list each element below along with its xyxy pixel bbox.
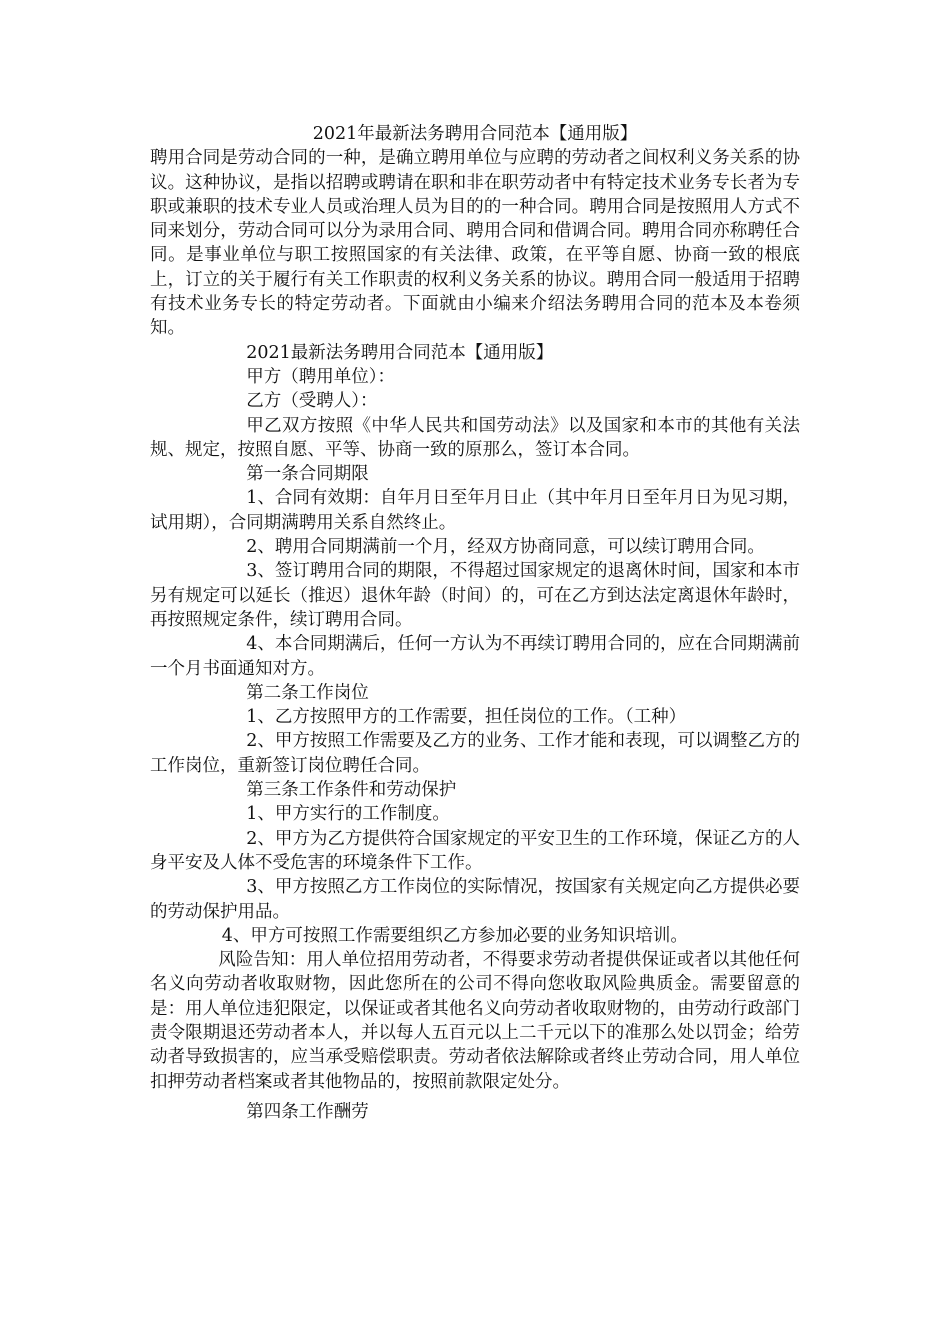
party-b-line: 乙方（受聘人）：: [246, 391, 378, 412]
document-title: 2021年最新法务聘用合同范本【通用版】: [312, 124, 638, 144]
article3-item: 4、甲方可按照工作需要组织乙方参加必要的业务知识培训。: [221, 925, 688, 946]
article1-item: 4、本合同期满后，任何一方认为不再续订聘用合同的，应在合同期满前一个月书面通知对方。: [150, 634, 800, 679]
article3-item: 1、甲方实行的工作制度。: [246, 804, 450, 825]
article2-heading: 第二条工作岗位: [246, 682, 369, 703]
article1-item: 1、合同有效期：自年月日至年月日止（其中年月日至年月日为见习期，试用期），合同期满聘用关系自然终止。: [150, 488, 800, 533]
article4-heading: 第四条工作酬劳: [246, 1101, 369, 1122]
article1-item: 2、聘用合同期满前一个月，经双方协商同意，可以续订聘用合同。: [246, 537, 765, 558]
article3-item: 3、甲方按照乙方工作岗位的实际情况，按国家有关规定向乙方提供必要的劳动保护用品。: [150, 877, 800, 922]
risk-notice-paragraph: 风险告知：用人单位招用劳动者，不得要求劳动者提供保证或者以其他任何名义向劳动者收取财物，因此您所在的公司不得向您收取风险典质金。需要留意的是：用人单位违犯限定，以保证或者其他名义向劳动者收取财物的，由劳动行政部门责令限期退还劳动者本人，并以每人五百元以上二千元以下的准那么处以罚金；给劳动者导致损害的，应当承受赔偿职责。劳动者依法解除或者终止劳动合同，用人单位扣押劳动者档案或者其他物品的，按照前款限定处分。: [150, 950, 800, 1092]
party-a-line: 甲方（聘用单位）：: [246, 366, 395, 387]
document-subtitle: 2021最新法务聘用合同范本【通用版】: [246, 342, 554, 363]
preamble-paragraph: 甲乙双方按照《中华人民共和国劳动法》以及国家和本市的其他有关法规、规定，按照自愿、平等、协商一致的原那么，签订本合同。: [150, 415, 800, 460]
article3-heading: 第三条工作条件和劳动保护: [246, 780, 457, 801]
article2-item: 1、乙方按照甲方的工作需要，担任岗位的工作。（工种）: [246, 707, 687, 728]
document-page: [150, 122, 800, 1124]
article3-item: 2、甲方为乙方提供符合国家规定的平安卫生的工作环境，保证乙方的人身平安及人体不受危害的环境条件下工作。: [150, 828, 800, 873]
article2-item: 2、甲方按照工作需要及乙方的业务、工作才能和表现，可以调整乙方的工作岗位，重新签订岗位聘任合同。: [150, 731, 800, 776]
intro-paragraph: 聘用合同是劳动合同的一种，是确立聘用单位与应聘的劳动者之间权利义务关系的协议。这种协议，是指以招聘或聘请在职和非在职劳动者中有特定技术业务专长者为专职或兼职的技术专业人员或治理人员为目的的一种合同。聘用合同是按照用人方式不同来划分，劳动合同可以分为录用合同、聘用合同和借调合同。聘用合同亦称聘任合同。是事业单位与职工按照国家的有关法律、政策，在平等自愿、协商一致的根底上，订立的关于履行有关工作职责的权利义务关系的协议。聘用合同一般适用于招聘有技术业务专长的特定劳动者。下面就由小编来介绍法务聘用合同的范本及本卷须知。: [150, 148, 800, 339]
article1-item: 3、签订聘用合同的期限，不得超过国家规定的退离休时间，国家和本市另有规定可以延长（推迟）退休年龄（时间）的，可在乙方到达法定离退休年龄时，再按照规定条件，续订聘用合同。: [150, 561, 800, 630]
article1-heading: 第一条合同期限: [246, 464, 369, 485]
